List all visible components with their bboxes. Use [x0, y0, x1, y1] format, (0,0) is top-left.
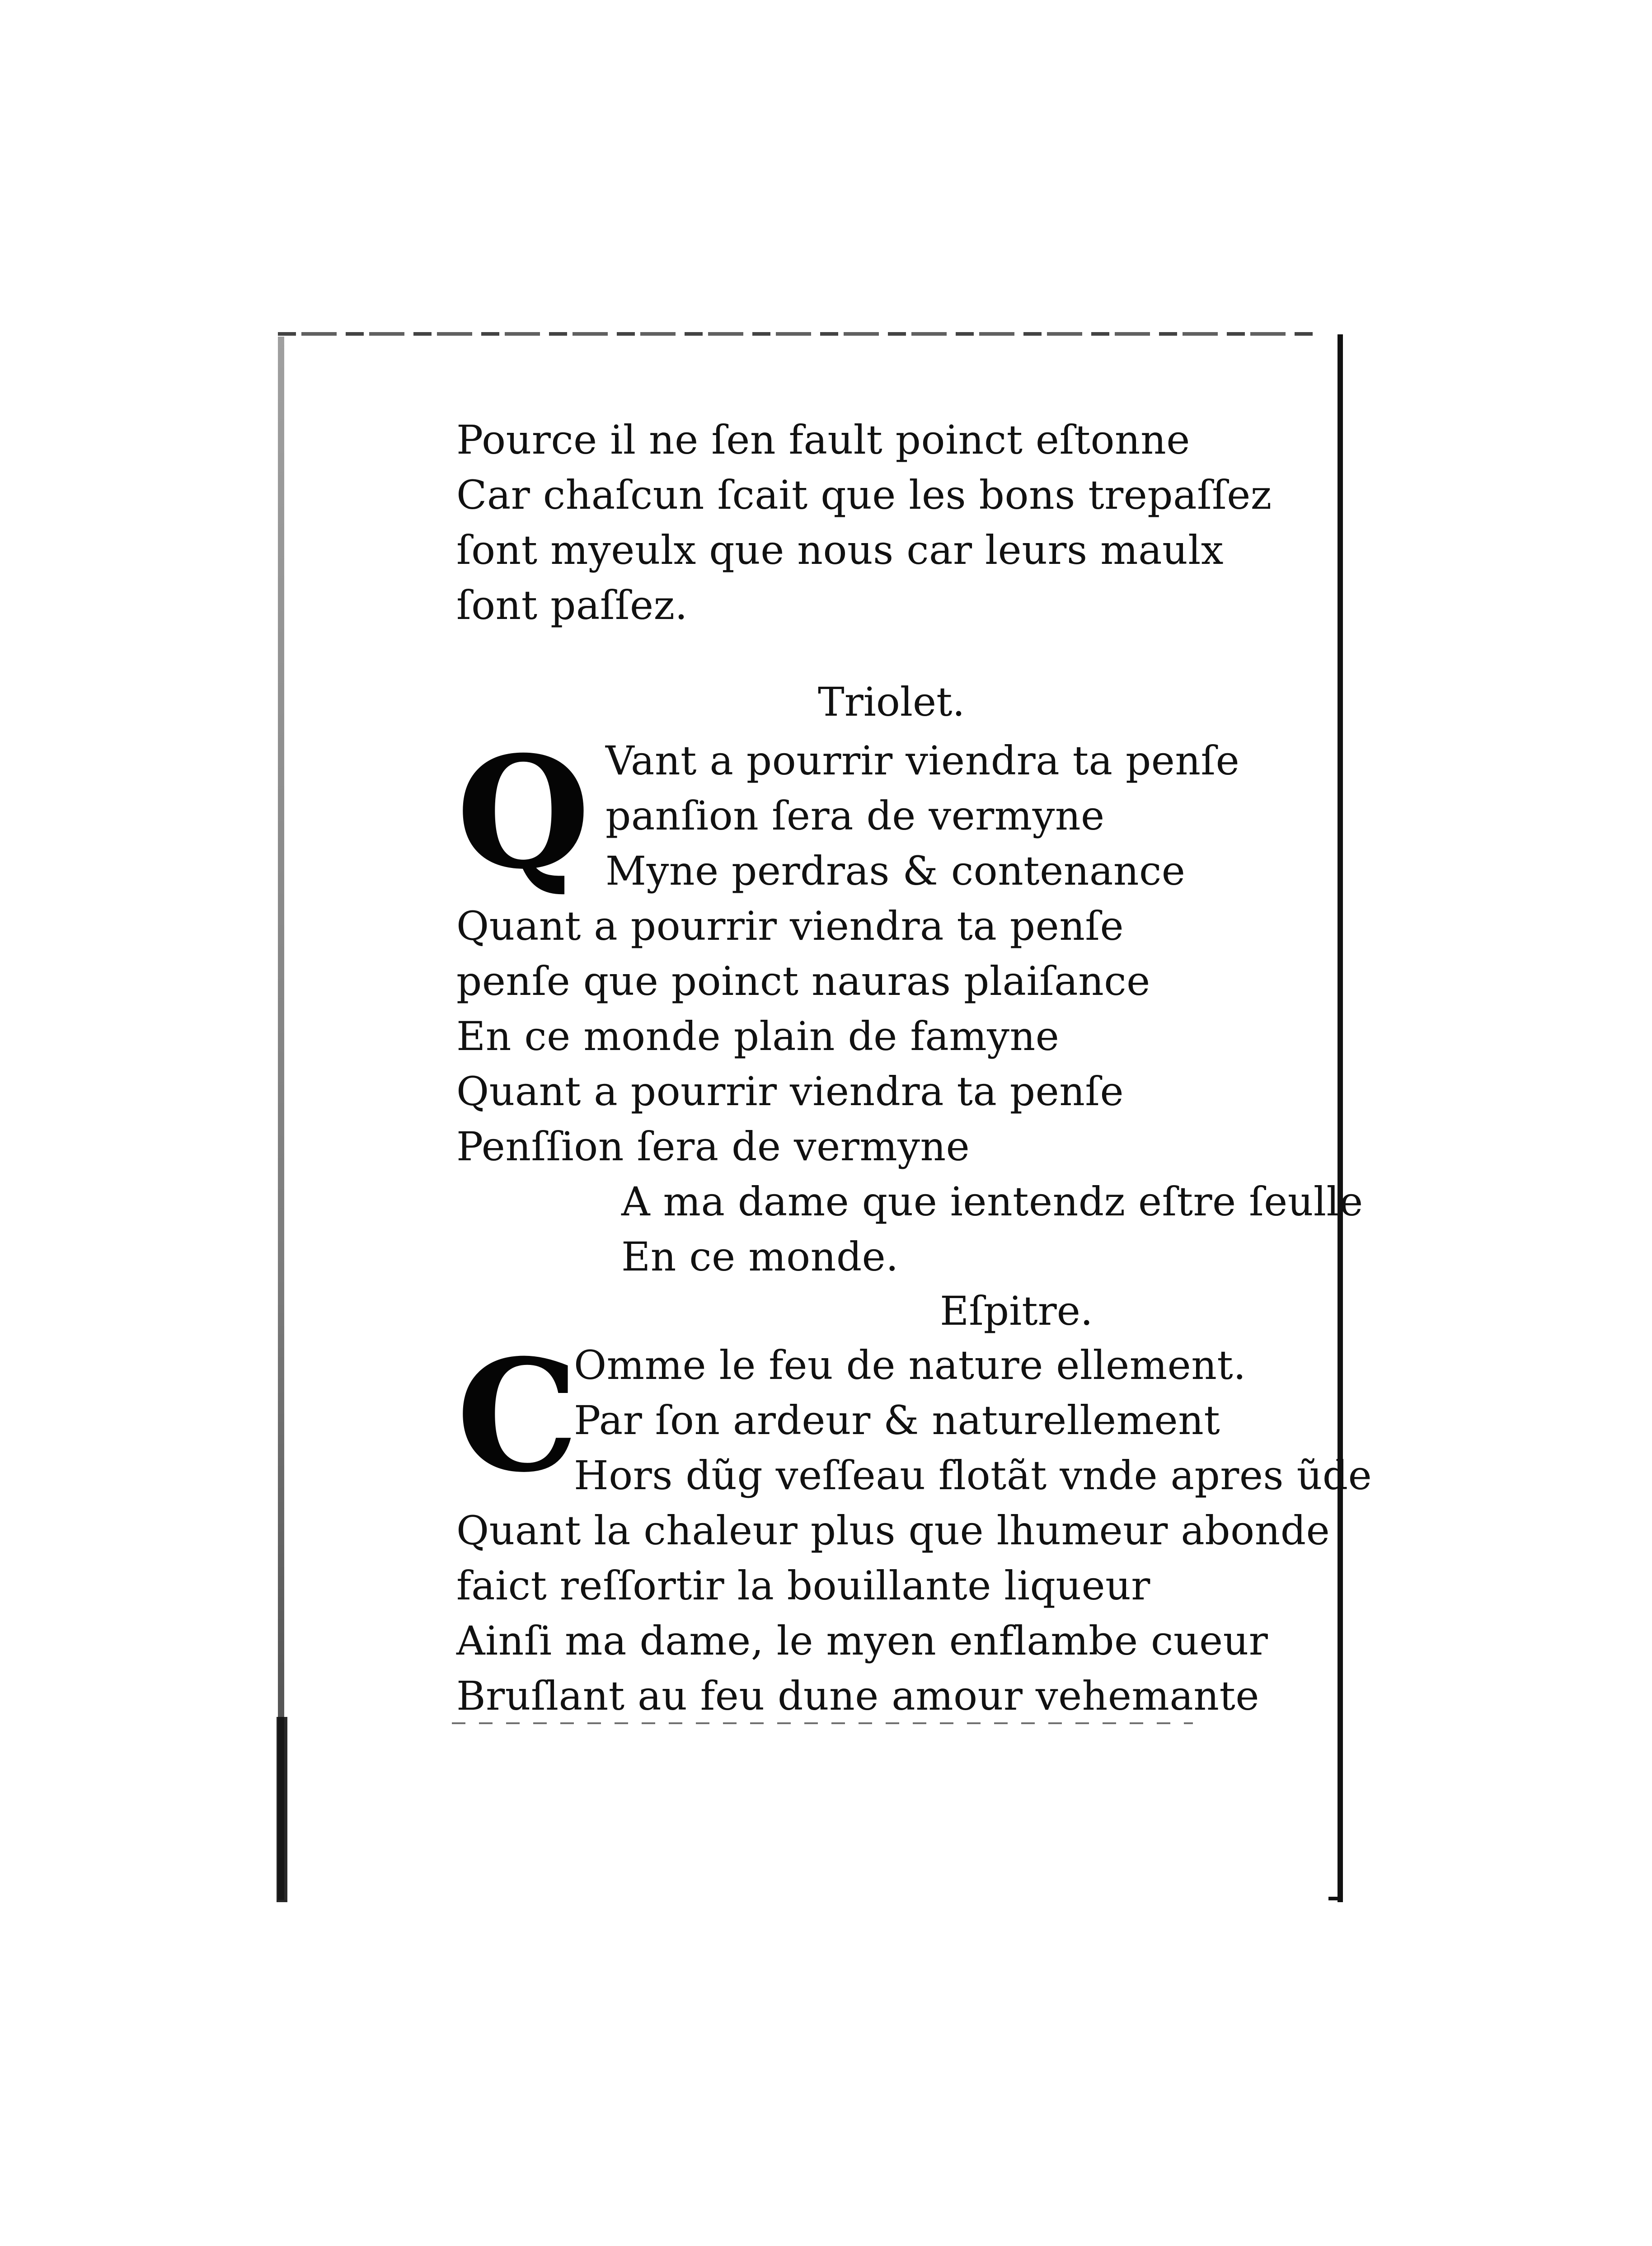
triolet-line-2: panſion ſera de vermyne: [605, 792, 1105, 839]
stanza1-line-1: Pource il ne ſen fault poinct eſtonne: [456, 417, 1190, 463]
triolet-line-1: Vant a pourrir viendra ta penſe: [605, 737, 1240, 784]
triolet-envoi-1: A ma dame que ientendz eſtre ſeulle: [621, 1178, 1363, 1225]
page-left-edge-shadow: [277, 1717, 287, 1902]
page-left-edge: [278, 337, 284, 1900]
espitre-line-6: Ainſi ma dame, le myen enflambe cueur: [456, 1618, 1268, 1664]
triolet-line-8: Penſſion ſera de vermyne: [456, 1123, 970, 1170]
triolet-line-3: Myne perdras & contenance: [605, 848, 1186, 894]
triolet-envoi-2: En ce monde.: [621, 1233, 899, 1280]
stanza1-line-3: ſont myeulx que nous car leurs maulx: [456, 527, 1224, 573]
page-bottom-rule: [452, 1722, 1193, 1724]
stanza1-line-2: Car chaſcun ſcait que les bons trepaſſez: [456, 472, 1272, 518]
triolet-line-6: En ce monde plain de famyne: [456, 1013, 1060, 1060]
espitre-line-3: Hors dũg veſſeau flotãt vnde apres ũde: [574, 1452, 1372, 1499]
triolet-line-7: Quant a pourrir viendra ta penſe: [456, 1068, 1124, 1115]
triolet-line-5: penſe que poinct nauras plaiſance: [456, 958, 1150, 1004]
espitre-dropcap: C: [456, 1326, 579, 1506]
espitre-line-1: Omme le feu de nature ellement.: [574, 1342, 1246, 1388]
espitre-line-4: Quant la chaleur plus que lhumeur abonde: [456, 1507, 1330, 1554]
espitre-heading: Eſpitre.: [940, 1288, 1093, 1334]
triolet-dropcap: Q: [456, 723, 591, 903]
page-top-rule: [278, 332, 1313, 336]
page-right-edge-foot: [1328, 1897, 1342, 1900]
espitre-line-5: faict reſſortir la bouillante liqueur: [456, 1562, 1150, 1609]
page-right-edge: [1338, 334, 1343, 1902]
espitre-line-2: Par ſon ardeur & naturellement: [574, 1397, 1220, 1444]
espitre-line-7: Bruſlant au feu dune amour vehemante: [456, 1673, 1259, 1719]
triolet-line-4: Quant a pourrir viendra ta penſe: [456, 903, 1124, 949]
stanza1-line-4: ſont paſſez.: [456, 582, 688, 628]
triolet-heading: Triolet.: [818, 679, 965, 725]
